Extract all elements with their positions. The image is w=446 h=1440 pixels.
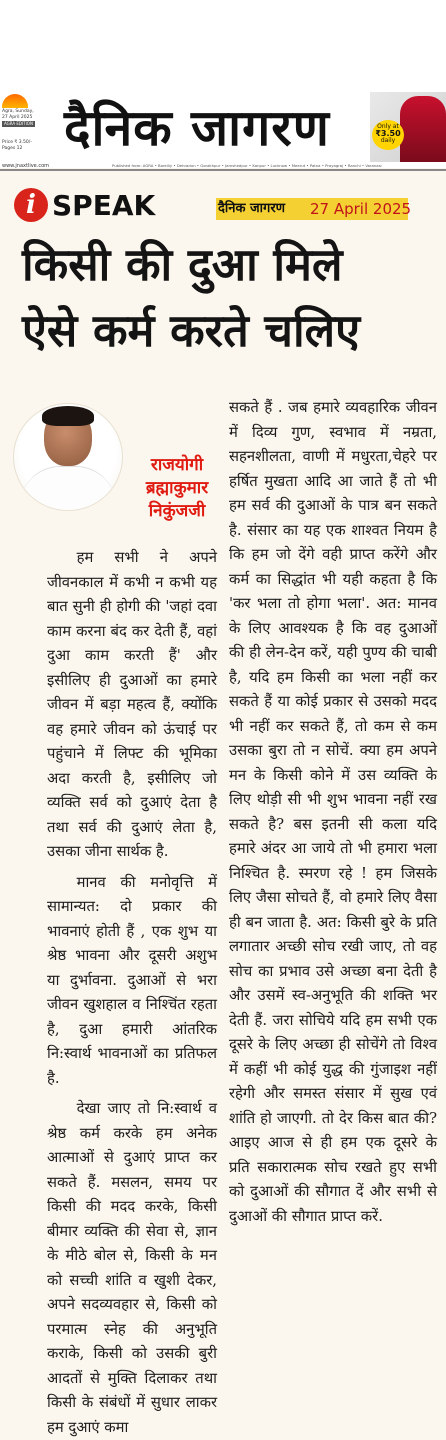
paragraph: सकते हैं . जब हमारे व्यवहारिक जीवन में दिव्य गुण, स्वभाव में नम्रता, सहनशीलता, वाणी में मधुरता,चेहरे पर हर्षित मुखता आदि आ जाते हैं तो भी हम सर्व की दुआओं के पात्र बन सकते है. संसार का यह एक शाश्वत नियम है कि हम जो देंगे वही प्राप्त करेंगे और कर्म का सिद्धांत भी यही कहता है कि 'कर भला तो होगा भला'. अत: मानव के लिए आवश्यक है कि वह दुआओं की ही लेन-देन करें, यही पुण्य की चाबी है, यदि हम किसी का भला नहीं कर सकते हैं या कोई प्रकार से उसको मदद भी नहीं कर सकते हैं, तो कम से कम उसका बुरा तो न सोचें. क्या हम अपने मन के किसी कोने में उस व्यक्ति के लिए थोड़ी सी भी शुभ भावना नहीं रख सकते है? बस इतनी सी कला यदि हमारे अंदर आ जाये तो भी हमारा भला निश्चित है. स्मरण रहे ! हम जिसके लिए जैसा सोचते हैं, वो हमारे लिए वैसा ही बन जाता है. अत: किसी बुरे के प्रति लगातार अच्छी सोच रखी जाए, तो वह सोच का प्रभाव उसे अच्छा बना देती है और उसमें स्व-अनुभूति की शक्ति भर देती हैं. जरा सोचिये यदि हम सभी एक दूसरे के लिए अच्छा ही सोचेंगे तो विश्व में कहीं भी कोई युद्ध की गुंजाइश नहीं रहेगी और समस्त संसार में सुख एवं शांति हो जाएगी. तो देर किस बात की? आइए आज से ही हम एक दूसरे के प्रति सकारात्मक सोच रखते हुए सभी को दुआओं की सौगात दें और सभी से दुआओं की सौगात प्राप्त करें.: [229, 399, 437, 1225]
article-column-left: [47, 546, 217, 1440]
masthead: [0, 0, 446, 168]
sun-logo-icon: [2, 94, 28, 108]
author-byline: [128, 454, 226, 523]
cricketer-image: [400, 96, 446, 162]
author-robe: [20, 466, 116, 511]
ispeak-word: SPEAK: [52, 189, 156, 222]
author-name: निकुंजजी: [148, 501, 206, 521]
pages-text: Pages 12: [2, 146, 23, 151]
promo-ad[interactable]: [370, 92, 446, 162]
price-info: [2, 140, 32, 152]
article-column-right: [229, 396, 437, 1229]
edition-date: 27 April 2025: [2, 115, 33, 120]
author-photo: [13, 403, 123, 511]
author-title: राजयोगी: [150, 455, 204, 475]
price-text: Price ₹ 3.50/-: [2, 140, 32, 145]
headline-line2: ऐसे कर्म करते चलिए: [22, 304, 361, 357]
author-hair: [42, 406, 94, 426]
edition-city: Agra, Sunday,: [2, 109, 34, 114]
ispeak-i-icon: i: [14, 188, 48, 222]
published-from: Published from: AGRA • Bareilly • Dehradun • Gorakhpur • Jamshedpur • Kanpur • Lucknow • Meerut • Patna • Prayagraj • Ranchi • Varanasi: [112, 163, 382, 168]
headline: [22, 232, 432, 364]
dateline-strip: [216, 198, 412, 220]
edition-tag: AGRA EDITION: [4, 121, 33, 126]
website-link[interactable]: www.jnaxtlive.com: [2, 163, 50, 169]
headline-line1: किसी की दुआ मिले: [22, 238, 343, 291]
promo-line3: daily: [380, 137, 396, 144]
dateline-brand: दैनिक जागरण: [218, 201, 286, 216]
price-badge: [372, 120, 404, 150]
paragraph: हम सभी ने अपने जीवनकाल में कभी न कभी यह बात सुनी ही होगी की 'जहां दवा काम करना बंद कर देती हैं, वहां दुआ काम करती हैं' और इसीलिए ही दुआओं का हमारे जीवन में बड़ा महत्व हैं, क्योंकि वह हमारे जीवन को ऊंचाई पर पहुंचाने में लिफ्ट की भूमिका अदा करती है, इसीलिए जो व्यक्ति सर्व को दुआएं देता है तथा सर्व की दुआएं लेता है, उसका जीना सार्थक है.: [47, 549, 217, 860]
paragraph: देखा जाए तो नि:स्वार्थ व श्रेष्ठ कर्म करके हम अनेक आत्माओं से दुआएं प्राप्त कर सकते हैं. मसलन, समय पर किसी की मदद करके, किसी बीमार व्यक्ति की सेवा से, ज्ञान के मीठे बोल से, किसी के मन को सच्ची शांति व खुशी देकर, अपने सदव्यवहार से, किसी को परमात्म स्नेह की अनुभूति कराके, किसी को उसकी बुरी आदतों से मुक्ति दिलाकर तथा किसी के संबंधों में सुधार लाकर हम दुआएं कमा: [47, 1100, 217, 1436]
newspaper-logo: दैनिक जागरण: [64, 98, 330, 157]
author-order: ब्रह्माकुमार: [145, 478, 209, 498]
promo-line1: Only at: [377, 123, 399, 130]
paragraph: मानव की मनोवृत्ति में सामान्यत: दो प्रकार की भावनाएं होती हैं , एक शुभ या श्रेष्ठ भावना और दूसरी अशुभ या दुर्भावना. दुआओं से भरा जीवन खुशहाल व निश्चिंत रहता है, दुआ हमारी आंतरिक नि:स्वार्थ भावनाओं का प्रतिफल है.: [47, 873, 217, 1087]
promo-price: ₹3.50: [375, 129, 401, 138]
edition-info: [2, 109, 46, 128]
dateline-date: 27 April 2025: [310, 200, 412, 218]
